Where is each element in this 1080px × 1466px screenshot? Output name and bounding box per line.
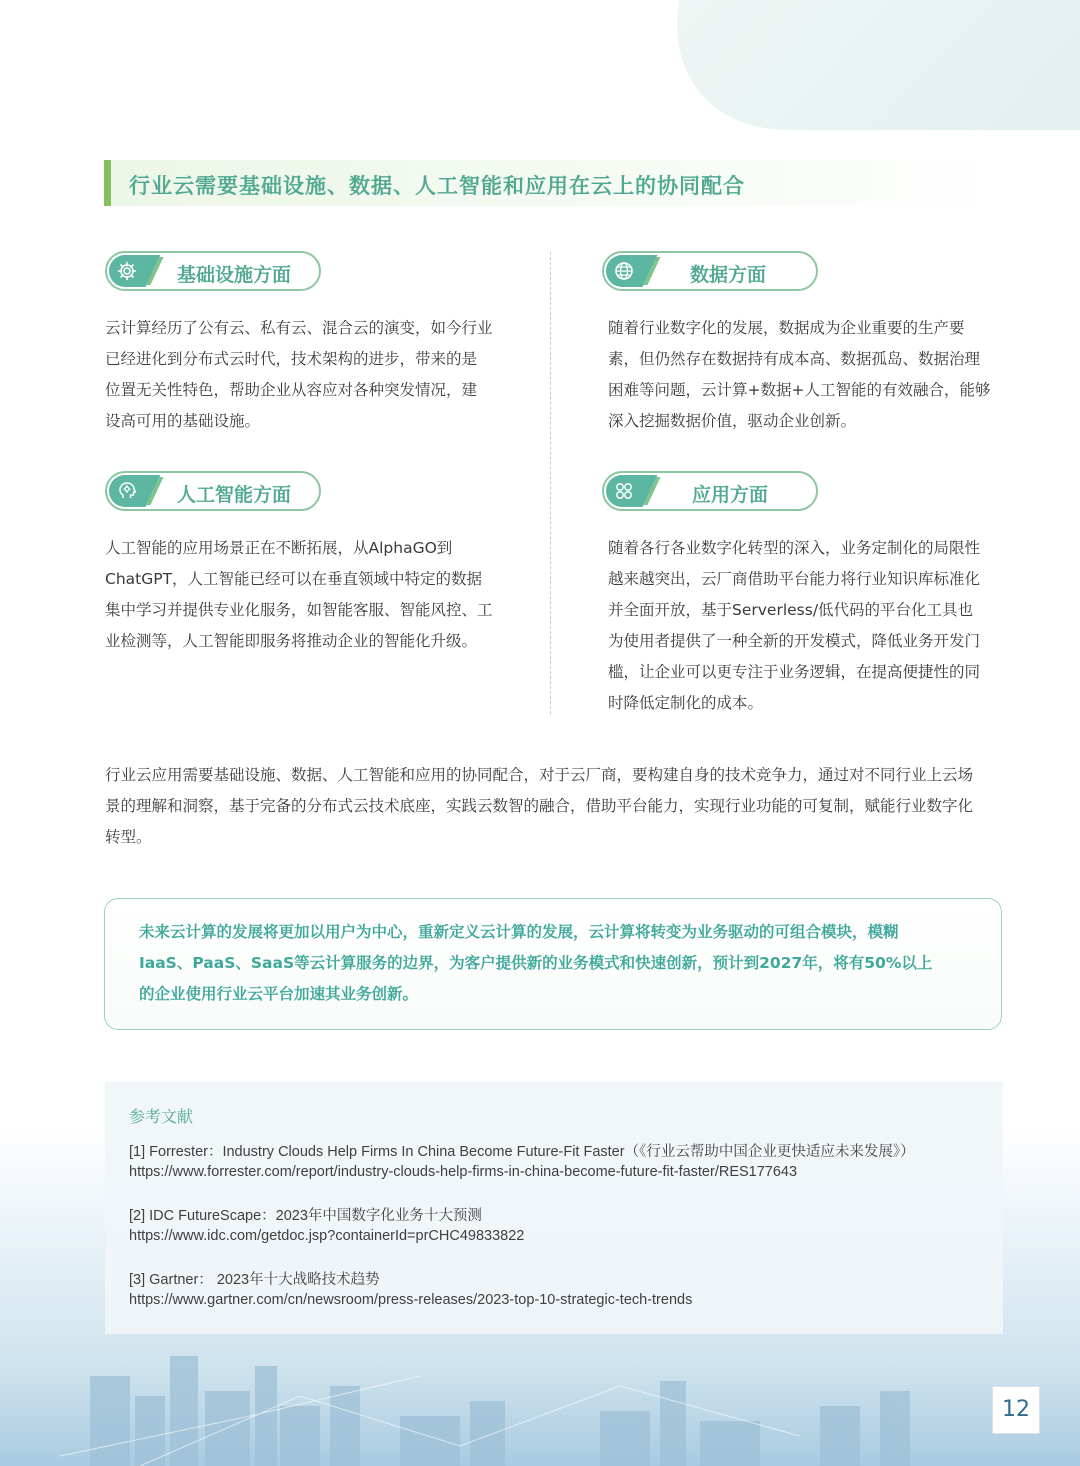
paragraph-line: 素，但仍然存在数据持有成本高、数据孤岛、数据治理 (608, 350, 981, 368)
highlight-line: IaaS、PaaS、SaaS等云计算服务的边界，为客户提供新的业务模式和快速创新，预计到2027年，将有50%以上 (139, 954, 933, 972)
summary-line: 转型。 (105, 828, 152, 846)
city-skyline-illustration (0, 1336, 1080, 1466)
paragraph-line: 越来越突出，云厂商借助平台能力将行业知识库标准化 (608, 570, 981, 588)
pill-infrastructure (105, 251, 321, 291)
reference-url[interactable]: https://www.forrester.com/report/industry-clouds-help-firms-in-china-become-future-fit-faster/RES177643 (129, 1164, 798, 1180)
references-box (105, 1082, 1003, 1334)
paragraph-line: 位置无关性特色，帮助企业从容应对各种突发情况，建 (105, 381, 478, 399)
pill-ai-label: 人工智能方面 (177, 484, 292, 506)
paragraph-line: 困难等问题，云计算+数据+人工智能的有效融合，能够 (608, 381, 991, 399)
paragraph-line: 设高可用的基础设施。 (105, 412, 261, 430)
paragraph-line: ChatGPT，人工智能已经可以在垂直领域中特定的数据 (105, 570, 483, 588)
highlight-line: 的企业使用行业云平台加速其业务创新。 (139, 985, 419, 1003)
highlight-box (104, 898, 1002, 1030)
page-number: 12 (992, 1386, 1040, 1434)
section-heading-text: 行业云需要基础设施、数据、人工智能和应用在云上的协同配合 (129, 174, 745, 198)
paragraph-application (608, 533, 1008, 719)
corner-decoration (629, 0, 1080, 130)
pill-application (602, 471, 818, 511)
paragraph-line: 并全面开放，基于Serverless/低代码的平台化工具也 (608, 601, 974, 619)
pill-data-label: 数据方面 (690, 264, 767, 286)
pill-data (602, 251, 818, 291)
references-title: 参考文献 (129, 1107, 194, 1126)
gear-icon (109, 255, 143, 287)
reference-url[interactable]: https://www.idc.com/getdoc.jsp?containerId=prCHC49833822 (129, 1228, 525, 1244)
summary-paragraph (105, 760, 1005, 853)
paragraph-data (608, 313, 1008, 437)
paragraph-line: 集中学习并提供专业化服务，如智能客服、智能风控、工 (105, 601, 493, 619)
paragraph-infrastructure (105, 313, 505, 437)
summary-line: 景的理解和洞察，基于完备的分布式云技术底座，实践云数智的融合，借助平台能力，实现行业功能的可复制，赋能行业数字化 (105, 797, 974, 815)
paragraph-line: 已经进化到分布式云时代，技术架构的进步，带来的是 (105, 350, 478, 368)
highlight-line: 未来云计算的发展将更加以用户为中心，重新定义云计算的发展，云计算将转变为业务驱动的可组合模块，模糊 (139, 923, 899, 941)
paragraph-line: 槛，让企业可以更专注于业务逻辑，在提高便捷性的同 (608, 663, 981, 681)
section-heading (104, 160, 1004, 206)
reference-citation: [3] Gartner： 2023年十大战略技术趋势 (129, 1272, 380, 1288)
column-divider (550, 252, 551, 714)
pill-infrastructure-label: 基础设施方面 (177, 264, 292, 286)
paragraph-line: 业检测等，人工智能即服务将推动企业的智能化升级。 (105, 632, 478, 650)
summary-line: 行业云应用需要基础设施、数据、人工智能和应用的协同配合，对于云厂商，要构建自身的技术竞争力，通过对不同行业上云场 (105, 766, 974, 784)
paragraph-line: 为使用者提供了一种全新的开发模式，降低业务开发门 (608, 632, 981, 650)
pill-application-label: 应用方面 (692, 484, 769, 506)
reference-url[interactable]: https://www.gartner.com/cn/newsroom/press-releases/2023-top-10-strategic-tech-trends (129, 1292, 693, 1308)
highlight-text (139, 917, 969, 1010)
ai-brain-icon (109, 475, 143, 507)
pill-ai (105, 471, 321, 511)
paragraph-line: 时降低定制化的成本。 (608, 694, 764, 712)
apps-grid-icon (606, 475, 640, 507)
reference-citation: [1] Forrester：Industry Clouds Help Firms In China Become Future-Fit Faster（《行业云帮助中国企业更快适应未来发展》） (129, 1144, 915, 1160)
paragraph-line: 人工智能的应用场景正在不断拓展，从AlphaGO到 (105, 539, 453, 557)
paragraph-line: 随着行业数字化的发展，数据成为企业重要的生产要 (608, 319, 965, 337)
paragraph-line: 云计算经历了公有云、私有云、混合云的演变，如今行业 (105, 319, 493, 337)
paragraph-line: 深入挖掘数据价值，驱动企业创新。 (608, 412, 857, 430)
paragraph-ai (105, 533, 505, 657)
reference-citation: [2] IDC FutureScape：2023年中国数字化业务十大预测 (129, 1208, 482, 1224)
paragraph-line: 随着各行各业数字化转型的深入，业务定制化的局限性 (608, 539, 981, 557)
globe-icon (606, 255, 640, 287)
